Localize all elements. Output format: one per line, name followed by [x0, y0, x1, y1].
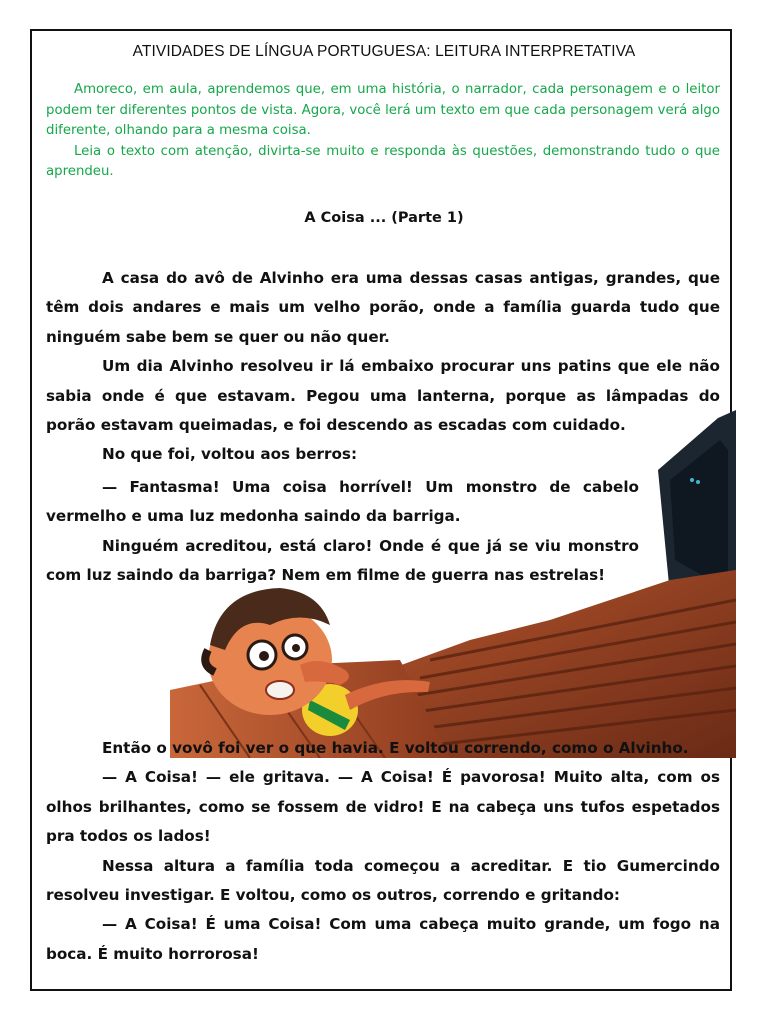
- story-paragraph: — A Coisa! É uma Coisa! Com uma cabeça muito grande, um fogo na boca. É muito horrorosa!: [46, 915, 720, 963]
- story-text-middle: [46, 473, 639, 591]
- story-paragraph: Nessa altura a família toda começou a acreditar. E tio Gumercindo resolveu investigar. E voltou, como os outros, correndo e gritando:: [46, 856, 720, 905]
- story-paragraph: A casa do avô de Alvinho era uma dessas casas antigas, grandes, que têm dois andares e mais um velho porão, onde a família guarda tudo que ninguém sabe bem se quer ou não quer.: [46, 269, 720, 346]
- intro-paragraph: Amoreco, em aula, aprendemos que, em uma história, o narrador, cada personagem e o leitor podem ter diferentes pontos de vista. Agora, você lerá um texto em que cada personagem verá algo diferente, olhando para a mesma coisa.: [46, 82, 720, 138]
- intro-text: [46, 80, 720, 183]
- story-paragraph: — Fantasma! Uma coisa horrível! Um monstro de cabelo vermelho e uma luz medonha saindo da barriga.: [46, 478, 639, 526]
- story-paragraph: Ninguém acreditou, está claro! Onde é que já se viu monstro com luz saindo da barriga? Nem em filme de guerra nas estrelas!: [46, 536, 639, 585]
- story-text-bottom: [46, 734, 720, 969]
- story-title: A Coisa ... (Parte 1): [304, 210, 464, 226]
- story-text-top: [46, 264, 720, 470]
- story-paragraph: — A Coisa! — ele gritava. — A Coisa! É pavorosa! Muito alta, com os olhos brilhantes, como se fossem de vidro! E na cabeça uns tufos espetados pra todos os lados!: [46, 768, 720, 846]
- intro-paragraph: Leia o texto com atenção, divirta-se muito e responda às questões, demonstrando tudo o que aprendeu.: [46, 143, 720, 179]
- page-title: ATIVIDADES DE LÍNGUA PORTUGUESA: LEITURA INTERPRETATIVA: [132, 43, 636, 60]
- story-paragraph: Um dia Alvinho resolveu ir lá embaixo procurar uns patins que ele não sabia onde é que estavam. Pegou uma lanterna, porque as lâmpadas do porão estavam queimadas, e foi descendo as escadas com cuidado.: [46, 357, 720, 435]
- story-paragraph: No que foi, voltou aos berros:: [102, 445, 358, 464]
- story-paragraph: Então o vovô foi ver o que havia. E voltou correndo, como o Alvinho.: [102, 739, 689, 757]
